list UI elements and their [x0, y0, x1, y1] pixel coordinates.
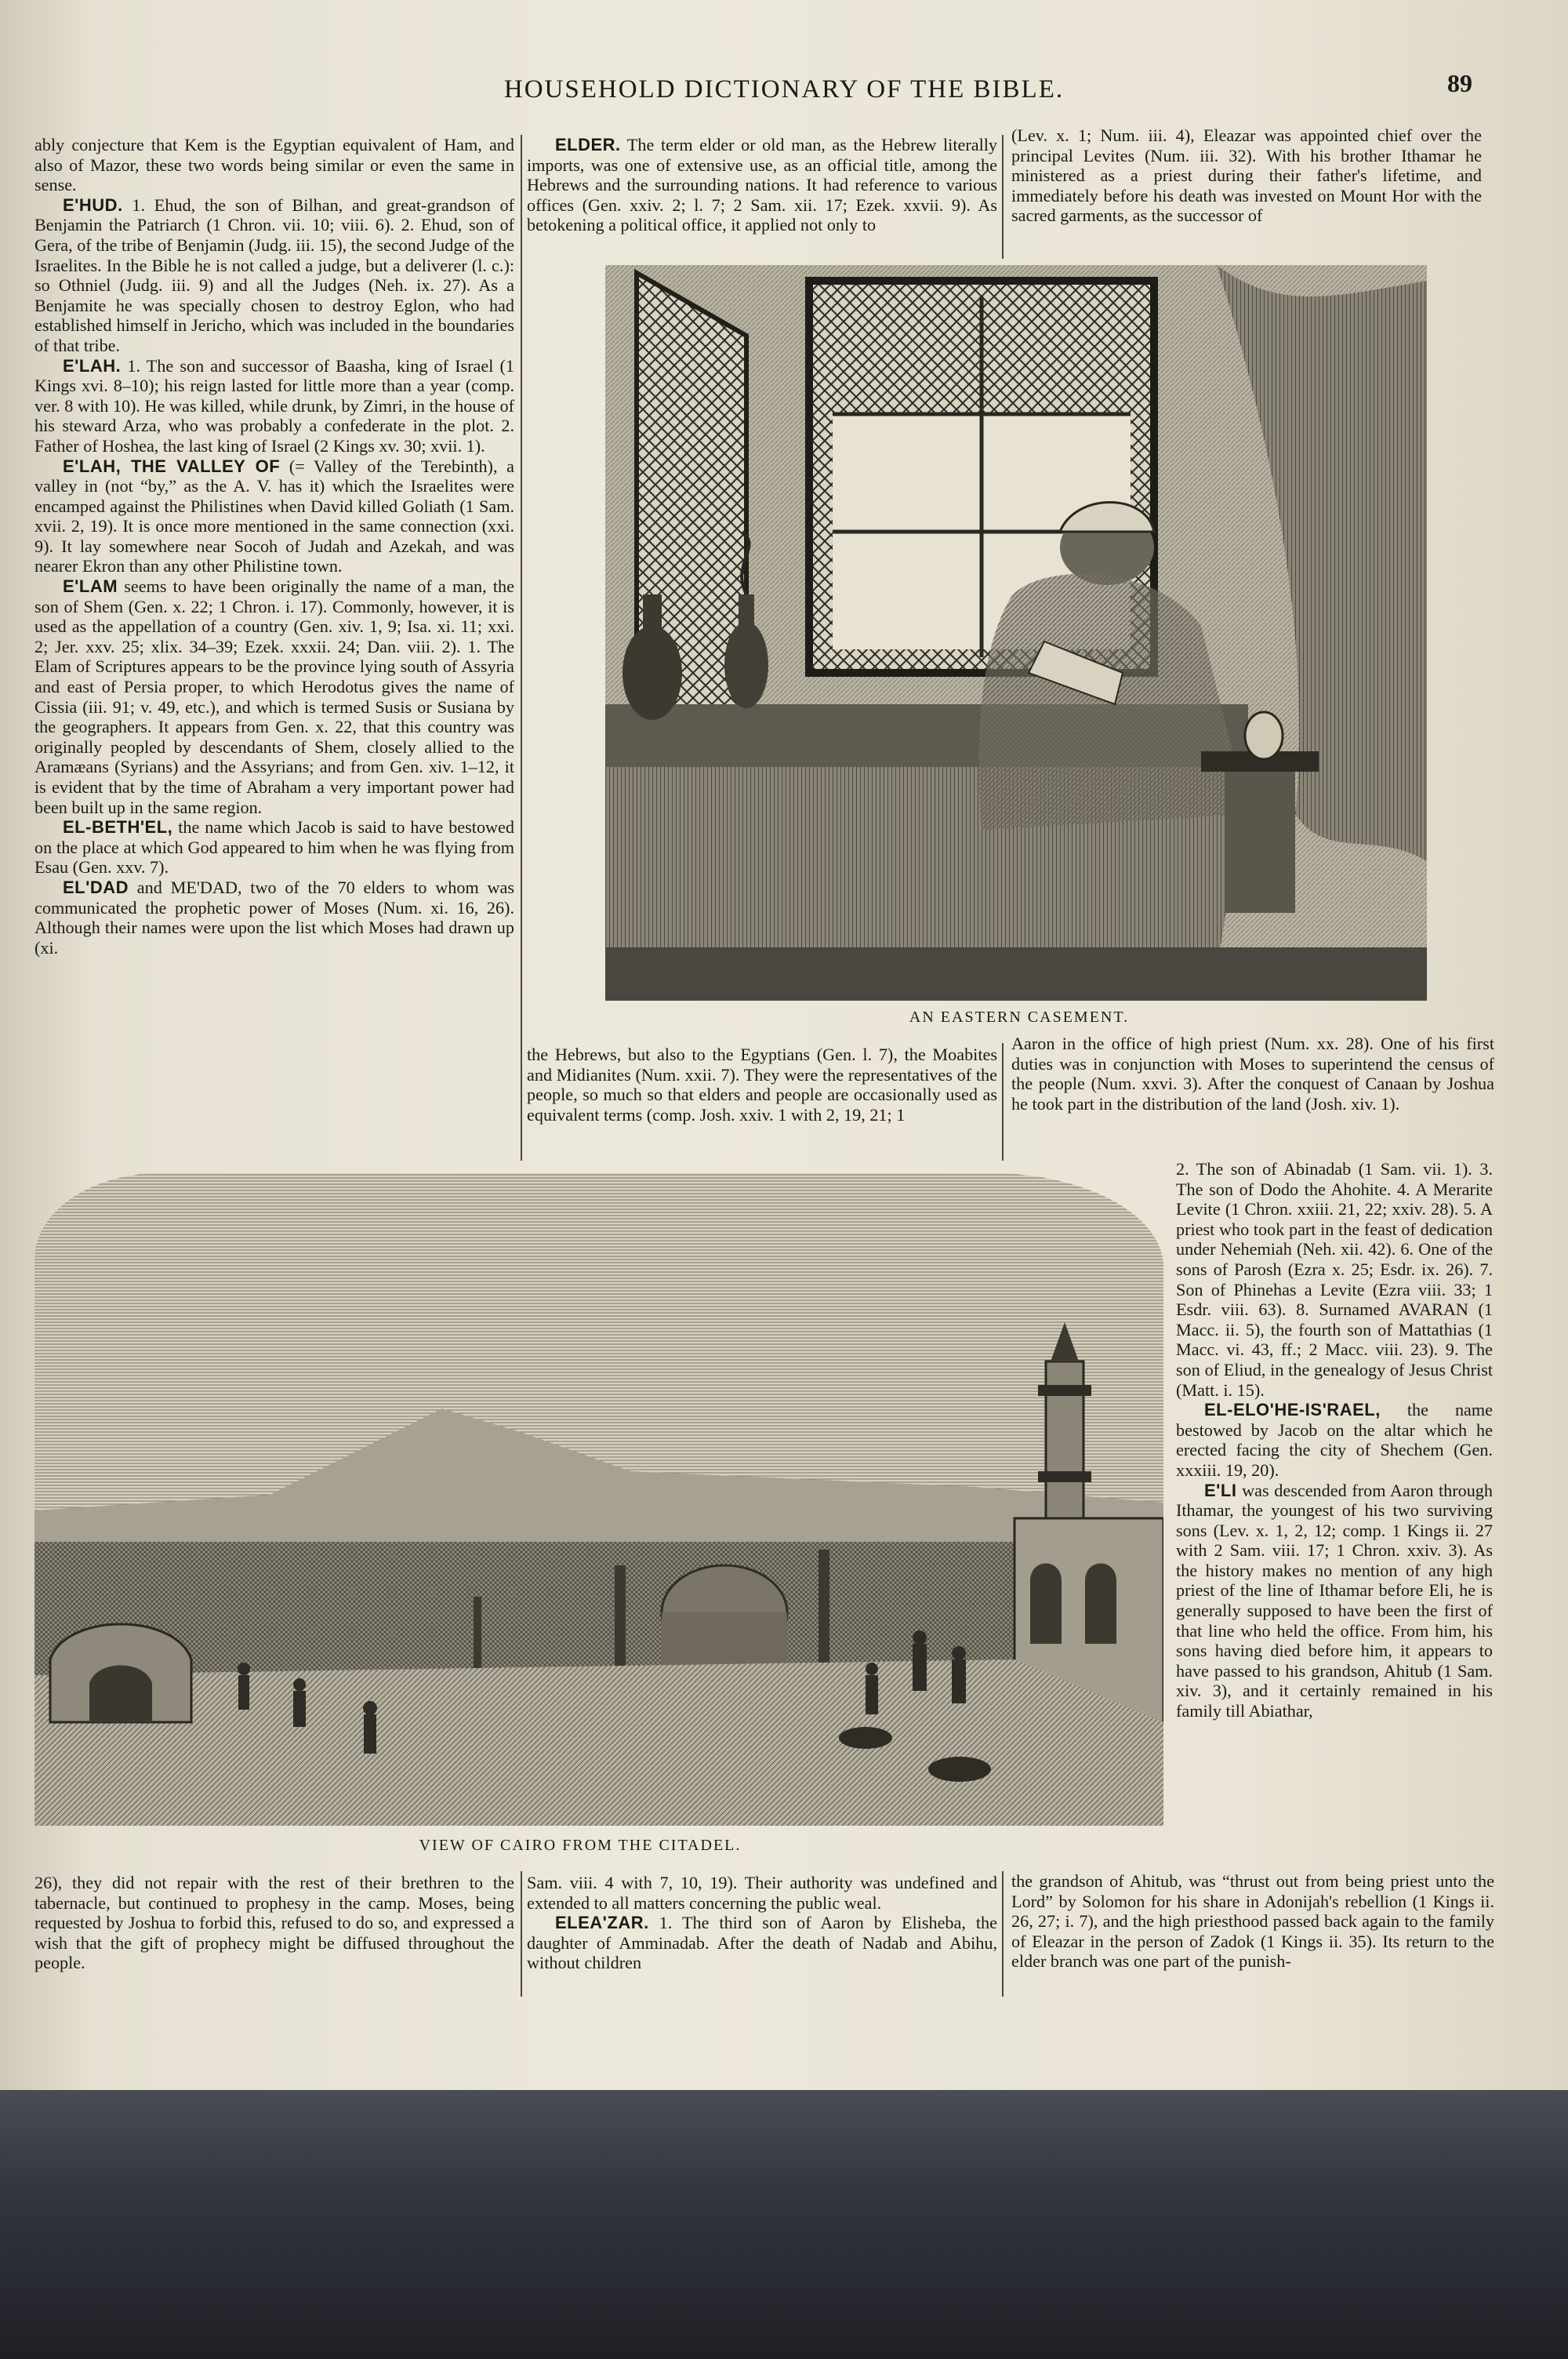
entry-eleazar-continued: 2. The son of Abinadab (1 Sam. vii. 1). 3. The son of Dodo the Ahohite. 4. A Merarite Levite (1 Chron. xxiii. 21, 22; xxiv. 28). 5. A priest who took part in the feast of dedication under Nehemiah (Neh. xii. 42). 6. One of the sons of Parosh (Ezra x. 25; Esdr. ix. 26). 7. Son of Phinehas a Levite (Ezra viii. 33; 1 Esdr. viii. 63). 8. Surnamed AVARAN (1 Macc. ii. 5), the fourth son of Mattathias (1 Macc. vi. 43, ff.; 2 Macc. viii. 23). 9. The son of Eliud, in the genealogy of Jesus Christ (Matt. i. 15).	[1176, 1159, 1493, 1400]
headword: E'LAM	[63, 576, 118, 597]
entry-continuation: the grandson of Ahitub, was “thrust out from being priest unto the Lord” by Solomon for his share in Adonijah's rebellion (1 Kings ii. 26, 27; i. 7), and the high priesthood passed back again to the family of Eleazar in the person of Zadok (1 Kings ii. 35). Its return to the elder branch was one part of the punish-	[1011, 1871, 1494, 1972]
entry-elder: ELDER. The term elder or old man, as the Hebrew literally imports, was one of extensive use, as an official title, among the Hebrews and the surrounding nations. It had reference to various offices (Gen. xxiv. 2; l. 7; 2 Sam. xii. 17; Ezek. xxvii. 9). As betokening a political office, it applied not only to	[527, 135, 997, 235]
figure-eastern-casement	[605, 265, 1427, 1001]
entry-continuation: 26), they did not repair with the rest of their brethren to the tabernacle, but continued to prophesy in the camp. Moses, being requested by Joshua to forbid this, refused to do so, and expressed a wish that the gift of prophecy might be diffused throughout the people.	[34, 1873, 514, 1973]
headword: EL-ELO'HE-IS'RAEL,	[1204, 1400, 1381, 1420]
page-number: 89	[1447, 69, 1472, 97]
headword: E'HUD.	[63, 194, 123, 215]
engraving-cairo	[34, 1173, 1163, 1826]
entry-eldad: EL'DAD and ME'DAD, two of the 70 elders to whom was communicated the prophetic power of Moses (Num. xi. 16, 26). Although their names were upon the list which Moses had drawn up (xi.	[34, 877, 514, 958]
figure-view-of-cairo	[34, 1173, 1163, 1826]
column-right-side	[1176, 1159, 1493, 1865]
entry-continuation: (Lev. x. 1; Num. iii. 4), Eleazar was appointed chief over the principal Levites (Num. iii. 32). With his brother Ithamar he ministered as a priest during their father's lifetime, and immediately before his death was invested on Mount Hor with the sacred garments, as the successor of	[1011, 125, 1482, 226]
column-rule	[521, 1043, 522, 1161]
caption-view-of-cairo: VIEW OF CAIRO FROM THE CITADEL.	[419, 1837, 742, 1854]
column-rule	[1002, 1043, 1004, 1161]
entry-continuation: ably conjecture that Kem is the Egyptian equivalent of Ham, and also of Mazor, these two words being similar or even the same in sense.	[34, 135, 514, 195]
entry-elah: E'LAH. 1. The son and successor of Baasha, king of Israel (1 Kings xvi. 8–10); his reign lasted for little more than a year (comp. ver. 8 with 10). He was killed, while drunk, by Zimri, in the house of his steward Arza, who was probably a confederate in the plot. 2. Father of Hoshea, the last king of Israel (2 Kings xv. 30; xvii. 1).	[34, 355, 514, 456]
headword: E'LI	[1204, 1480, 1237, 1500]
caption-eastern-casement: AN EASTERN CASEMENT.	[909, 1009, 1130, 1026]
column-right-bottom	[1011, 1871, 1494, 1997]
entry-continuation: the Hebrews, but also to the Egyptians (Gen. l. 7), the Moabites and Midianites (Num. xxii. 7). They were the representatives of the people, so much so that elders and people are occasionally used as equivalent terms (comp. Josh. xxiv. 1 with 2, 19, 21; 1	[527, 1045, 997, 1125]
headword: EL'DAD	[63, 877, 129, 897]
entry-eli: E'LI was descended from Aaron through Ithamar, the youngest of his two surviving sons (Lev. x. 1, 2, 12; comp. 1 Kings ii. 27 with 2 Sam. viii. 17; 1 Chron. xxiv. 3). As the history makes no mention of any high priest of the line of Ithamar before Eli, he is generally supposed to have been the first of that line who held the office. From him, his sons having died before him, it appears to have passed to his grandson, Ahitub (1 Sam. xiv. 3), and it certainly remained in his family till Abiathar,	[1176, 1480, 1493, 1721]
column-rule	[521, 1871, 522, 1997]
entry-ehud: E'HUD. 1. Ehud, the son of Bilhan, and great-grandson of Benjamin the Patriarch (1 Chron. vii. 10; viii. 6). 2. Ehud, son of Gera, of the tribe of Benjamin (Judg. iii. 15), the second Judge of the Israelites. In the Bible he is not called a judge, but a deliverer (l. c.): so Othniel (Judg. iii. 9) and all the Judges (Neh. ix. 27). As a Benjamite he was specially chosen to destroy Eglon, who had established himself in Jericho, which was included in the boundaries of that tribe.	[34, 194, 514, 355]
entry-continuation: Sam. viii. 4 with 7, 10, 19). Their authority was undefined and extended to all matters concerning the public weal.	[527, 1873, 997, 1913]
column-rule	[1002, 1871, 1004, 1997]
running-header: HOUSEHOLD DICTIONARY OF THE BIBLE.	[503, 75, 1065, 104]
column-left-top	[34, 135, 514, 1154]
entry-continuation: Aaron in the office of high priest (Num. xx. 28). One of his first duties was in conjunction with Moses to superintend the census of the people (Num. xxvi. 3). After the conquest of Canaan by Joshua he took part in the distribution of the land (Josh. xiv. 1).	[1011, 1034, 1494, 1114]
entry-elam: E'LAM seems to have been originally the name of a man, the son of Shem (Gen. x. 22; 1 Chron. i. 17). Commonly, however, it is used as the appellation of a country (Gen. xiv. 1, 9; Isa. xi. 11; xxi. 2; Jer. xxv. 25; xlix. 34–39; Ezek. xxxii. 24; Dan. viii. 2). 1. The Elam of Scriptures appears to be the province lying south of Assyria and east of Persia proper, to which Herodotus gives the name of Cissia (iii. 91; v. 49, etc.), and which is termed Susis or Susiana by the geographers. It appears from Gen. x. 22, that this country was originally peopled by descendants of Shem, closely allied to the Aramæans (Syrians) and the Assyrians; and from Gen. xiv. 1–12, it is evident that by the time of Abraham a very important power had been built up in the same region.	[34, 576, 514, 817]
column-right-mid	[1011, 1034, 1494, 1159]
column-left-bottom	[34, 1873, 514, 1998]
entry-el-elohe-israel: EL-ELO'HE-IS'RAEL, the name bestowed by Jacob on the altar which he erected facing the city of Shechem (Gen. xxxiii. 19, 20).	[1176, 1400, 1493, 1480]
column-middle-top	[527, 135, 997, 260]
entry-el-bethel: EL-BETH'EL, the name which Jacob is said to have bestowed on the place at which God appeared to him when he was flying from Esau (Gen. xxv. 7).	[34, 817, 514, 878]
headword: E'LAH.	[63, 355, 122, 376]
headword: E'LAH, THE VALLEY OF	[63, 456, 281, 476]
entry-elah-valley: E'LAH, THE VALLEY OF (= Valley of the Terebinth), a valley in (not “by,” as the A. V. has it) which the Israelites were encamped against the Philistines when David killed Goliath (1 Sam. xvii. 2, 19). It is once more mentioned in the same connection (xxi. 9). It lay somewhere near Socoh of Judah and Azekah, and was nearer Ekron than any other Philistine town.	[34, 456, 514, 576]
headword: ELEA'ZAR.	[555, 1913, 649, 1933]
column-middle-bottom	[527, 1873, 997, 1998]
column-right-top	[1011, 125, 1482, 251]
column-rule	[521, 135, 522, 1156]
headword: EL-BETH'EL,	[63, 817, 173, 838]
column-rule	[1002, 135, 1004, 259]
entry-eleazar: ELEA'ZAR. 1. The third son of Aaron by Elisheba, the daughter of Amminadab. After the death of Nadab and Abihu, without children	[527, 1913, 997, 1973]
scanner-background	[0, 2090, 1568, 2359]
headword: ELDER.	[555, 135, 621, 154]
column-middle-mid	[527, 1045, 997, 1162]
engraving-casement	[605, 265, 1427, 1001]
